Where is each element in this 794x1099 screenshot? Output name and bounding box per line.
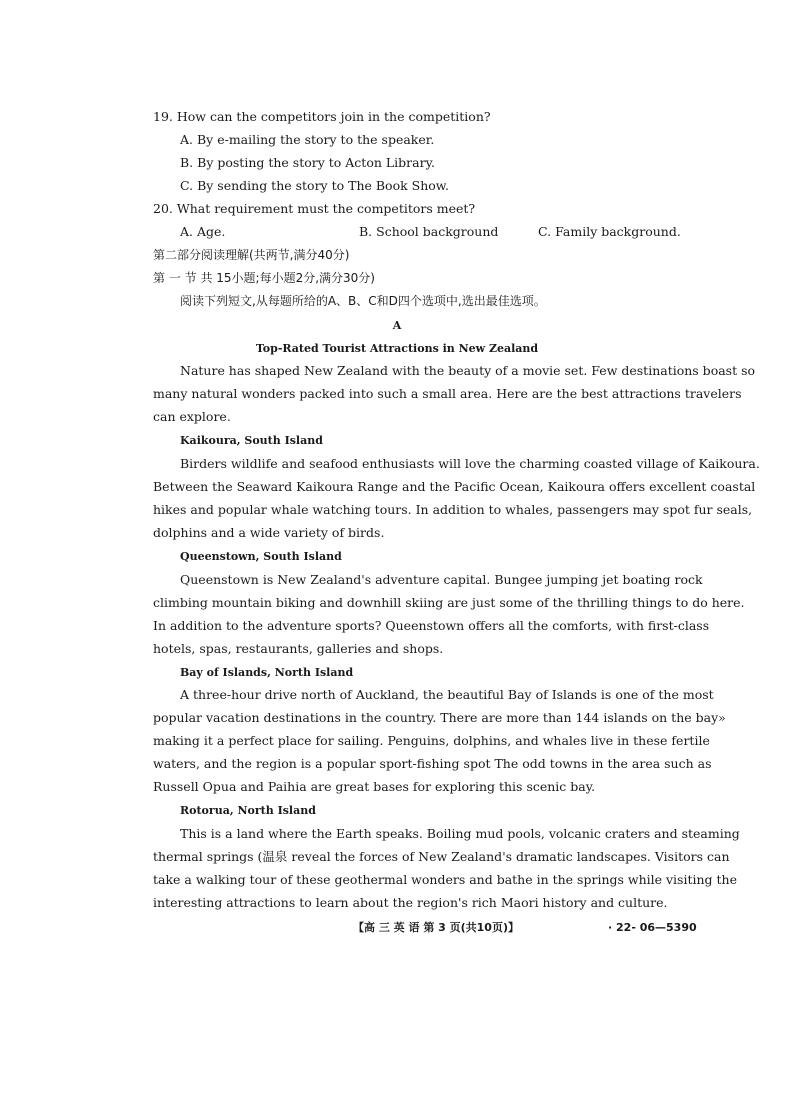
bay-line: A three-hour drive north of Auckland, the beautiful Bay of Islands is one of the most	[180, 687, 714, 702]
question-20-option-c: C. Family background.	[538, 224, 681, 239]
question-20-stem: 20. What requirement must the competitors meet?	[153, 201, 476, 216]
passage-title: Top-Rated Tourist Attractions in New Zealand	[255, 342, 539, 355]
queenstown-line: climbing mountain biking and downhill skiing are just some of the thrilling things to do here.	[153, 595, 745, 610]
question-20-option-a: A. Age.	[180, 224, 226, 239]
rotorua-heading: Rotorua, North Island	[180, 804, 316, 817]
bay-line: making it a perfect place for sailing. Penguins, dolphins, and whales live in these fertile	[153, 733, 710, 748]
kaikoura-heading: Kaikoura, South Island	[180, 434, 323, 447]
queenstown-line: hotels, spas, restaurants, galleries and shops.	[153, 641, 444, 656]
queenstown-line: In addition to the adventure sports? Queenstown offers all the comforts, with first-class	[153, 618, 710, 633]
rotorua-line: take a walking tour of these geothermal wonders and bathe in the springs while visiting the	[153, 872, 737, 887]
question-19-option-c: C. By sending the story to The Book Show.	[180, 178, 449, 193]
kaikoura-line: dolphins and a wide variety of birds.	[153, 525, 385, 540]
bay-line: waters, and the region is a popular sport-fishing spot The odd towns in the area such as	[153, 756, 712, 771]
part-two-title: 第二部分阅读理解(共两节,满分40分)	[153, 248, 350, 262]
section-one-title: 第 一 节 共 15小题;每小题2分,满分30分)	[153, 271, 375, 285]
bay-line: Russell Opua and Paihia are great bases for exploring this scenic bay.	[153, 779, 596, 794]
queenstown-heading: Queenstown, South Island	[180, 550, 342, 563]
kaikoura-line: Between the Seaward Kaikoura Range and the Pacific Ocean, Kaikoura offers excellent coastal	[153, 479, 756, 494]
intro-line: many natural wonders packed into such a small area. Here are the best attractions travelers	[153, 386, 742, 401]
section-instruction: 阅读下列短文,从每题所给的A、B、C和D四个选项中,选出最佳选项。	[180, 294, 546, 308]
question-20-option-b: B. School background	[359, 224, 499, 239]
rotorua-line: This is a land where the Earth speaks. Boiling mud pools, volcanic craters and steaming	[180, 826, 740, 841]
footer-page-label: 【高 三 英 语 第 3 页(共10页)】	[353, 921, 519, 934]
intro-line: can explore.	[153, 409, 231, 424]
kaikoura-line: hikes and popular whale watching tours. In addition to whales, passengers may spot fur seals,	[153, 502, 753, 517]
passage-letter: A	[392, 319, 402, 332]
bay-line: popular vacation destinations in the country. There are more than 144 islands on the bay»	[153, 710, 726, 725]
intro-line: Nature has shaped New Zealand with the beauty of a movie set. Few destinations boast so	[180, 363, 756, 378]
bay-of-islands-heading: Bay of Islands, North Island	[180, 666, 354, 679]
queenstown-line: Queenstown is New Zealand's adventure capital. Bungee jumping jet boating rock	[180, 572, 703, 587]
question-19-option-a: A. By e-mailing the story to the speaker.	[180, 132, 435, 147]
question-19-stem: 19. How can the competitors join in the competition?	[153, 109, 491, 124]
kaikoura-line: Birders wildlife and seafood enthusiasts will love the charming coasted village of Kaikoura.	[180, 456, 760, 471]
rotorua-line: thermal springs (温泉 reveal the forces of New Zealand's dramatic landscapes. Visitors can	[153, 849, 730, 864]
question-19-option-b: B. By posting the story to Acton Library.	[180, 155, 435, 170]
rotorua-line: interesting attractions to learn about the region's rich Maori history and culture.	[153, 895, 668, 910]
footer-code: · 22- 06—5390	[608, 921, 697, 934]
